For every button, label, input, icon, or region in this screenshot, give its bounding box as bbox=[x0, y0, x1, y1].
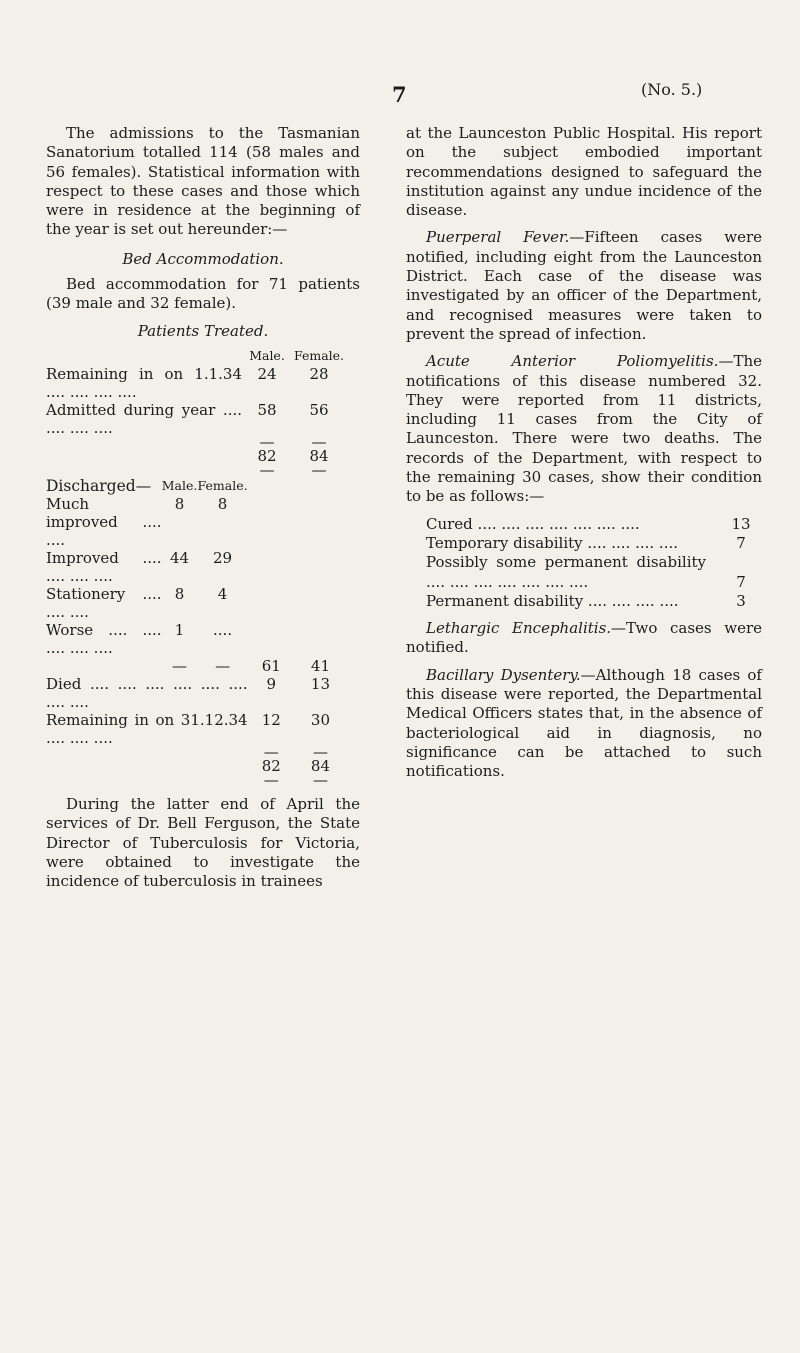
dysentery-paragraph bbox=[406, 666, 762, 782]
row-label: Worse .... .... .... .... .... bbox=[46, 620, 162, 657]
d-col-female: Female. bbox=[197, 477, 248, 493]
table-row bbox=[46, 757, 346, 775]
row-label: Much improved .... .... bbox=[46, 494, 162, 549]
outcome-value: 13 bbox=[731, 514, 751, 533]
left-column bbox=[46, 124, 360, 899]
intro-paragraph: The admissions to the Tasmanian Sanatorium totalled 114 (58 males and 56 females). Statistical information with respect to these cases and those which were in residence at the beginning of the year is set out hereunder:— bbox=[46, 124, 360, 239]
outcome-value: 7 bbox=[736, 533, 746, 552]
lethargic-title: Lethargic Encephalitis. bbox=[426, 619, 612, 638]
table-row bbox=[46, 495, 346, 549]
row-label: Died .... .... .... .... .... .... .... .... bbox=[46, 674, 248, 711]
lethargic-paragraph bbox=[406, 619, 762, 658]
table-row bbox=[46, 711, 346, 747]
cell-male: 58 bbox=[257, 400, 277, 419]
table-row bbox=[46, 585, 346, 621]
patients-heading: Patients Treated. bbox=[137, 321, 269, 340]
table-row bbox=[46, 675, 346, 711]
cell-female: 4 bbox=[217, 584, 228, 603]
col-male: Male. bbox=[249, 347, 285, 363]
patients-table: Male. Female. Remaining in on 1.1.34 .... .... .... .... 24 28 Admitted during year .... .... .... .... 58 56 — — 82 84 — — bbox=[46, 347, 345, 479]
outcome-label: Permanent disability .... .... .... .... bbox=[426, 591, 679, 610]
outcome-value: 7 bbox=[736, 572, 746, 591]
outcome-label: Possibly some permanent disability .... .... .... .... .... .... .... bbox=[426, 553, 706, 591]
row-label: Stationery .... .... .... bbox=[46, 584, 162, 621]
page-reference: (No. 5.) bbox=[641, 80, 703, 99]
dysentery-title: Bacillary Dysentery. bbox=[426, 665, 581, 684]
cell-female: .... bbox=[213, 620, 233, 639]
puerperal-text: —Fifteen cases were notified, including eight from the Launceston District. Each case of the disease was investigated by an officer of the Department, and recognised measures were taken to prevent the spread of infection. bbox=[406, 228, 762, 343]
cell-male: 1 bbox=[174, 620, 185, 639]
outcome-label: Temporary disability .... .... .... .... bbox=[426, 533, 678, 552]
d-col-male: Male. bbox=[161, 477, 198, 493]
lethargic-text: —Two cases were notified. bbox=[406, 619, 763, 657]
list-item bbox=[426, 592, 756, 611]
cell-female: 30 bbox=[310, 710, 331, 729]
discharged-label: Discharged— bbox=[46, 476, 152, 495]
cell-male: 8 bbox=[174, 494, 185, 513]
cell-male: 9 bbox=[266, 674, 277, 693]
row-label: Improved .... .... .... .... bbox=[46, 548, 162, 585]
continuation-paragraph: at the Launceston Public Hospital. His report on the subject embodied important recommendations designed to safeguard the institution against any undue incidence of the disease. bbox=[406, 124, 762, 220]
list-item bbox=[426, 534, 756, 553]
cell-male: 24 bbox=[257, 364, 277, 383]
table-row: — — 61 41 bbox=[46, 657, 346, 675]
cell-female: 84 bbox=[310, 756, 331, 775]
cell-male: 8 bbox=[174, 584, 185, 603]
row-label: Remaining in on 1.1.34 .... .... .... .... bbox=[46, 364, 242, 401]
cell-female: 29 bbox=[213, 548, 233, 567]
col-female: Female. bbox=[293, 347, 345, 363]
cell-female: 8 bbox=[217, 494, 228, 513]
outcomes-table bbox=[426, 515, 756, 611]
polio-paragraph bbox=[406, 352, 762, 506]
closing-paragraph: During the latter end of April the services of Dr. Bell Ferguson, the State Director of Tuberculosis for Victoria, were obtained to investigate the incidence of tuberculosis in trainees bbox=[46, 794, 360, 891]
discharged-table: Discharged— Male. Female. Much improved .... .... 8 8 Improved .... .... .... .... 44 29 Stationery .... .... .... 8 4 Worse .... .... .... .... .... 1 .... — — 61 41 Died .... .... .... .... .... .... .... .... 9 13 Remaining in on 31.12.34 .... .... .... 12 30 — — 82 84 — — bbox=[46, 477, 346, 785]
cell-male: 82 bbox=[257, 446, 277, 465]
list-item bbox=[426, 515, 756, 534]
list-item bbox=[426, 553, 756, 592]
table-row bbox=[46, 401, 346, 437]
cell-male: 12 bbox=[261, 710, 281, 729]
table-row bbox=[46, 447, 346, 465]
dysentery-text: —Although 18 cases of this disease were reported, the Departmental Medical Officers states that, in the absence of bacteriological aid in diagnosis, no significance can be attached to such notifications. bbox=[406, 665, 762, 781]
cell-male: 44 bbox=[170, 548, 190, 567]
table-row bbox=[46, 365, 346, 401]
page-number: 7 bbox=[392, 82, 407, 107]
cell-female: 41 bbox=[310, 656, 331, 675]
puerperal-title: Puerperal Fever. bbox=[426, 228, 570, 247]
table-row bbox=[46, 549, 346, 585]
outcome-value: 3 bbox=[736, 591, 746, 610]
outcome-label: Cured .... .... .... .... .... .... .... bbox=[426, 514, 640, 533]
table-row bbox=[46, 621, 346, 657]
cell-female: 28 bbox=[309, 364, 329, 383]
polio-title: Acute Anterior Poliomyelitis. bbox=[426, 352, 719, 371]
cell-female: 84 bbox=[309, 446, 329, 465]
cell-male: 82 bbox=[261, 756, 281, 775]
cell-female: 13 bbox=[310, 674, 331, 693]
bed-heading: Bed Accommodation. bbox=[122, 249, 284, 268]
cell-female: 56 bbox=[309, 400, 329, 419]
row-label: Remaining in on 31.12.34 .... .... .... bbox=[46, 710, 248, 747]
right-column bbox=[406, 124, 762, 790]
row-label: Admitted during year .... .... .... .... bbox=[46, 400, 242, 437]
cell-male: 61 bbox=[261, 656, 281, 675]
bed-paragraph: Bed accommodation for 71 patients (39 male and 32 female). bbox=[46, 275, 360, 313]
puerperal-paragraph bbox=[406, 228, 762, 344]
polio-text: —The notifications of this disease numbered 32. They were reported from 11 districts, including 11 cases from the City of Launceston. There were two deaths. The records of the Department, with respect to the remaining 30 cases, show their condition to be as follows:— bbox=[406, 352, 762, 506]
